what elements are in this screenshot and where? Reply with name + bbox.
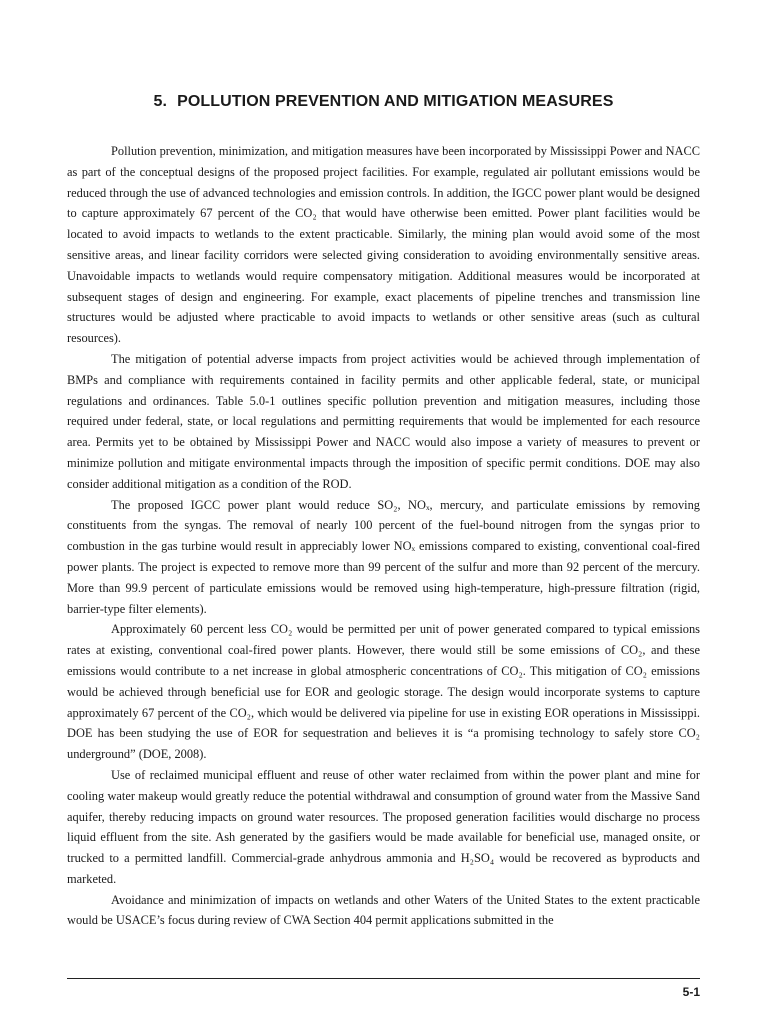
footer-rule bbox=[67, 978, 700, 979]
section-title: POLLUTION PREVENTION AND MITIGATION MEASURES bbox=[177, 93, 614, 110]
section-heading bbox=[67, 93, 700, 111]
paragraph-5: Use of reclaimed municipal effluent and reuse of other water reclaimed from within the power plant and mine for cooling water makeup would greatly reduce the potential withdrawal and consumption of ground water from the Massive Sand aquifer, thereby reducing impacts on ground water resources. The proposed generation facilities would discharge no process liquid effluent from the site. Ash generated by the gasifiers would be made available for beneficial use, managed onsite, or trucked to a permitted landfill. Commercial-grade anhydrous ammonia and H₂SO₄ would be recovered as byproducts and marketed. bbox=[67, 767, 700, 886]
paragraph-1: Pollution prevention, minimization, and mitigation measures have been incorporated by Mississippi Power and NACC as part of the conceptual designs of the proposed project facilities. For example, regulated air pollutant emissions would be reduced through the use of advanced technologies and emission controls. In addition, the IGCC power plant would be designed to capture approximately 67 percent of the CO₂ that would have otherwise been emitted. Power plant facilities would be located to avoid impacts to wetlands to the extent practicable. Similarly, the mining plan would avoid some of the most sensitive areas, and linear facility corridors were selected giving consideration to avoiding environmentally sensitive areas. Unavoidable impacts to wetlands would require compensatory mitigation. Additional measures would be incorporated at subsequent stages of design and engineering. For example, exact placements of pipeline trenches and transmission line structures would be adjusted where practicable to avoid impacts to wetlands or other sensitive areas (such as cultural resources). bbox=[67, 144, 700, 346]
section-number: 5. bbox=[153, 93, 168, 110]
paragraph-6: Avoidance and minimization of impacts on wetlands and other Waters of the United States to the extent practicable would be USACE’s focus during review of CWA Section 404 permit applications submitted in the bbox=[67, 892, 700, 928]
page-number: 5-1 bbox=[682, 985, 700, 999]
body-text bbox=[67, 141, 700, 931]
paragraph-2: The mitigation of potential adverse impacts from project activities would be achieved through implementation of BMPs and compliance with requirements contained in facility permits and other applicable federal, state, or municipal regulations and ordinances. Table 5.0-1 outlines specific pollution prevention and mitigation measures, including those required under federal, state, or local regulations and permitting requirements that would be implemented for each resource area. Permits yet to be obtained by Mississippi Power and NACC would also impose a variety of measures to prevent or minimize pollution and mitigate environmental impacts through the imposition of specific permit conditions. DOE may also consider additional mitigation as a condition of the ROD. bbox=[67, 351, 700, 491]
paragraph-3: The proposed IGCC power plant would reduce SO₂, NOₓ, mercury, and particulate emissions by removing constituents from the syngas. The removal of nearly 100 percent of the fuel-bound nitrogen from the syngas prior to combustion in the gas turbine would result in appreciably lower NOₓ emissions compared to existing, conventional coal-fired power plants. The project is expected to remove more than 99 percent of the sulfur and more than 92 percent of the mercury. More than 99.9 percent of particulate emissions would be removed using high-temperature, high-pressure filtration (rigid, barrier-type filter elements). bbox=[67, 497, 700, 616]
paragraph-4: Approximately 60 percent less CO₂ would be permitted per unit of power generated compared to typical emissions rates at existing, conventional coal-fired power plants. However, there would still be some emissions of CO₂, and these emissions would contribute to a net increase in global atmospheric concentrations of CO₂. This mitigation of CO₂ emissions would be achieved through beneficial use for EOR and geologic storage. The design would incorporate systems to capture approximately 67 percent of the CO₂, which would be delivered via pipeline for use in existing EOR operations in Mississippi. DOE has been studying the use of EOR for sequestration and believes it is “a promising technology to safely store CO₂ underground” (DOE, 2008). bbox=[67, 622, 700, 762]
